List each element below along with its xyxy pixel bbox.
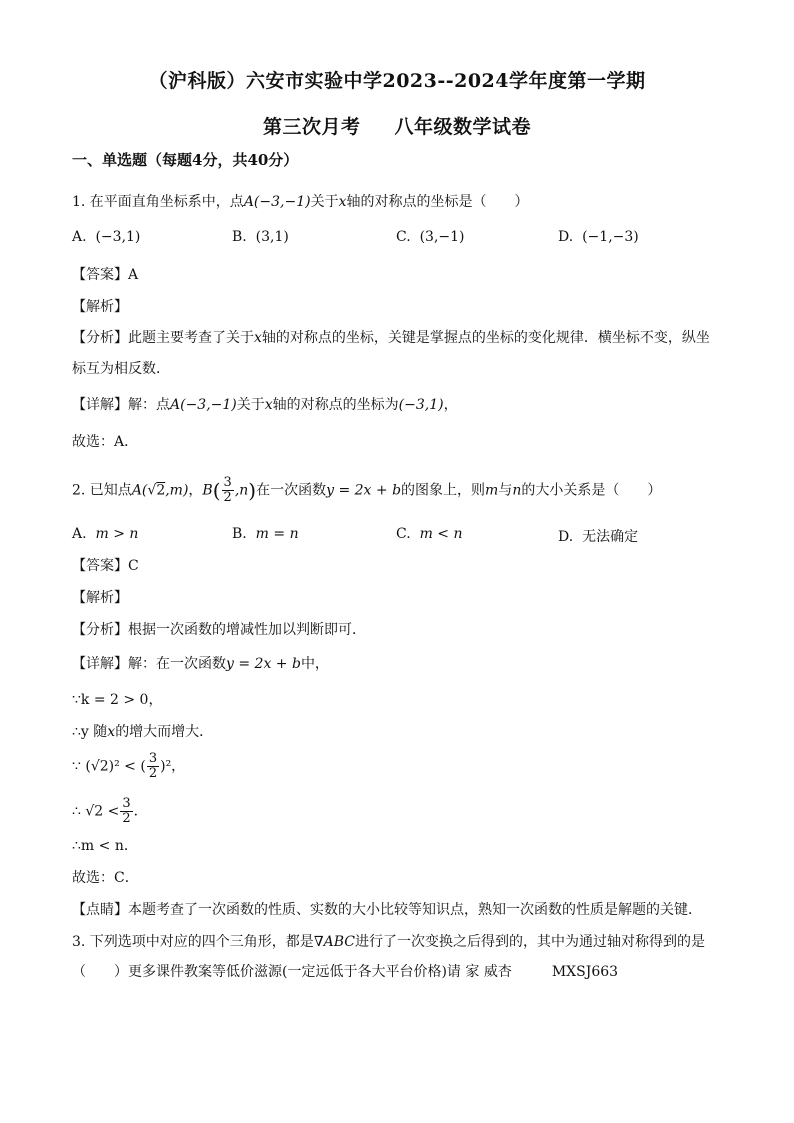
q2-fenxi: 【分析】根据一次函数的增减性加以判断即可． bbox=[72, 622, 366, 638]
q2-choose: 故选：C． bbox=[72, 870, 139, 886]
q2-step4: ∴ √2 < $\frac{3}{2}$ ． bbox=[72, 796, 148, 826]
q2-analysis-tag: 【解析】 bbox=[72, 590, 128, 606]
q2-fraction: $\frac{3}{2}$ bbox=[223, 475, 232, 505]
q1-choose: 故选：A． bbox=[72, 434, 139, 450]
q1-answer: 【答案】A bbox=[72, 267, 139, 283]
q1-option-a: A. (−3,1) bbox=[72, 229, 141, 245]
q2-detail: 【详解】解：在一次函数y = 2x + b中， bbox=[72, 656, 329, 672]
q2-step3: ∵ (√2)² < ( $\frac{3}{2}$ )²， bbox=[72, 751, 186, 781]
q2-option-c: C. m < n bbox=[396, 526, 463, 542]
q2-dianjing: 【点睛】本题考查了一次函数的性质、实数的大小比较等知识点，熟知一次函数的性质是解题的关键． bbox=[72, 902, 702, 918]
q1-fenxi: 【分析】此题主要考查了关于x轴的对称点的坐标，关键是掌握点的坐标的变化规律．横坐标不变，纵坐 bbox=[72, 330, 710, 346]
q1-point: A(−3,−1) bbox=[243, 194, 311, 210]
q2-option-b: B. m = n bbox=[232, 526, 299, 542]
section-heading: 一、单选题（每题4分，共40分） bbox=[72, 151, 299, 169]
q2-stem: 2. 已知点A(√2,m)，B( $\frac{3}{2}$ ,n)在一次函数y = 2x + b的图象上，则m与n的大小关系是（ ） bbox=[72, 475, 662, 505]
q1-fenxi-cont: 标互为相反数． bbox=[72, 361, 170, 377]
exam-title-grade: 八年级数学试卷 bbox=[394, 116, 532, 138]
q3-stem: 3. 下列选项中对应的四个三角形，都是∇ABC进行了一次变换之后得到的，其中为通过轴对称得到的是 bbox=[72, 934, 705, 950]
exam-title-line2 bbox=[0, 112, 794, 139]
exam-title-exam-name: 第三次月考 bbox=[262, 116, 361, 138]
q2-step5: ∴m < n． bbox=[72, 838, 138, 854]
q2-step2: ∴y 随x的增大而增大． bbox=[72, 724, 214, 740]
q1-detail: 【详解】解：点A(−3,−1)关于x轴的对称点的坐标为(−3,1)， bbox=[72, 397, 458, 413]
q2-step1: ∵k = 2 > 0， bbox=[72, 692, 163, 708]
exam-title-line1: （沪科版）六安市实验中学2023--2024学年度第一学期 bbox=[148, 70, 646, 92]
q2-answer: 【答案】C bbox=[72, 558, 139, 574]
q2-option-d: D. 无法确定 bbox=[558, 529, 639, 545]
q1-stem: 1. 在平面直角坐标系中，点A(−3,−1)关于x轴的对称点的坐标是（ ） bbox=[72, 194, 529, 210]
q2-option-a: A. m > n bbox=[72, 526, 139, 542]
q3-stem-line2: （ ）更多课件教案等低价滋源(一定远低于各大平台价格)请 家 威杏 MXSJ663 bbox=[72, 964, 619, 980]
q1-option-d: D. (−1,−3) bbox=[558, 229, 639, 245]
q1-option-c: C. (3,−1) bbox=[396, 229, 465, 245]
q1-option-b: B. (3,1) bbox=[232, 229, 289, 245]
q1-analysis-tag: 【解析】 bbox=[72, 299, 128, 315]
